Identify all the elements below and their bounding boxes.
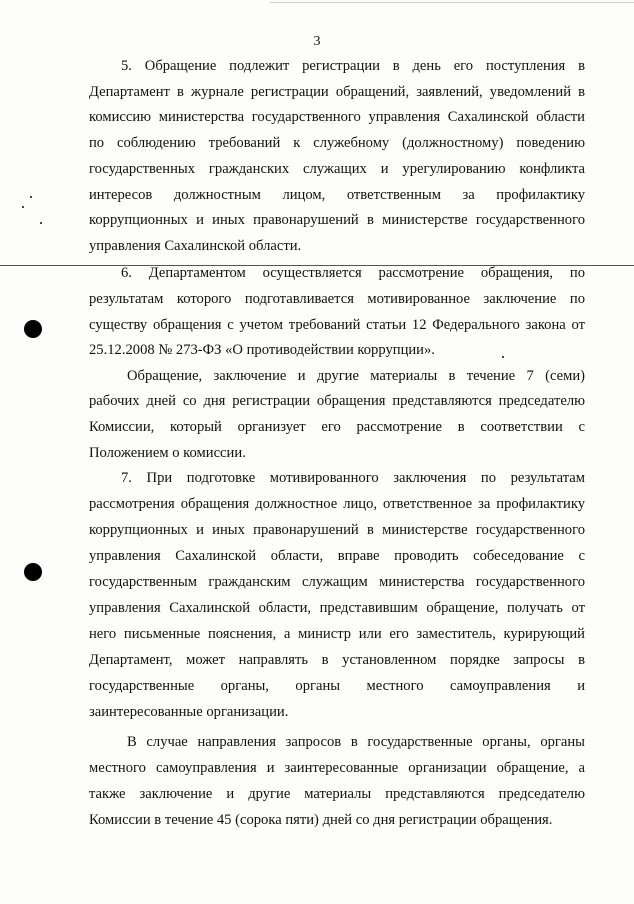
paragraph-6-line-4: 25.12.2008 № 273-ФЗ «О противодействии коррупции». xyxy=(89,342,435,358)
scan-speck xyxy=(502,356,504,358)
paragraph-5-line-7: коррупционных и иных правонарушений в министерстве государственного xyxy=(89,212,585,228)
paragraph-5-line-4: по соблюдению требований к служебному (должностному) поведению xyxy=(89,135,585,151)
paragraph-7-line-2: рассмотрения обращения должностное лицо, ответственное за профилактику xyxy=(89,496,585,512)
paragraph-7-line-9: государственные органы, органы местного самоуправления и xyxy=(89,678,585,694)
paragraph-6-line-2: результатам которого подготавливается мотивированное заключение по xyxy=(89,291,585,307)
paragraph-5-line-5: государственных гражданских служащих и урегулированию конфликта xyxy=(89,161,585,177)
paragraph-6-line-3: существу обращения с учетом требований статьи 12 Федерального закона от xyxy=(89,317,585,333)
paragraph-6b-line-3: Комиссии, который организует его рассмотрение в соответствии с xyxy=(89,419,585,435)
punch-hole-lower xyxy=(24,563,42,581)
scan-speck xyxy=(22,206,24,208)
scan-speck xyxy=(40,222,42,224)
paragraph-7b-line-2: местного самоуправления и заинтересованные организации обращение, а xyxy=(89,760,585,776)
paragraph-7-line-5: государственным гражданским служащим министерства государственного xyxy=(89,574,585,590)
paragraph-7-line-3: коррупционных и иных правонарушений в министерстве государственного xyxy=(89,522,585,538)
punch-hole-upper xyxy=(24,320,42,338)
paragraph-7b-line-3: также заключение и другие материалы представляются председателю xyxy=(89,786,585,802)
paragraph-7-line-10: заинтересованные организации. xyxy=(89,704,289,720)
paragraph-7b-line-1: В случае направления запросов в государственные органы, органы xyxy=(127,734,585,750)
paragraph-7-line-6: управления Сахалинской области, представившим обращение, получать от xyxy=(89,600,585,616)
paragraph-7-line-4: управления Сахалинской области, вправе проводить собеседование с xyxy=(89,548,585,564)
page-number: 3 xyxy=(313,34,321,49)
paragraph-6-line-1: 6. Департаментом осуществляется рассмотрение обращения, по xyxy=(121,265,585,281)
paragraph-5-line-8: управления Сахалинской области. xyxy=(89,238,302,254)
page-top-edge-line xyxy=(270,2,634,3)
paragraph-5-line-6: интересов должностным лицом, ответственным за профилактику xyxy=(89,187,585,203)
paragraph-7-line-8: Департамент, может направлять в установленном порядке запросы в xyxy=(89,652,585,668)
paragraph-6b-line-4: Положением о комиссии. xyxy=(89,445,246,461)
paragraph-6b-line-1: Обращение, заключение и другие материалы в течение 7 (семи) xyxy=(127,368,585,384)
paragraph-6b-line-2: рабочих дней со дня регистрации обращения представляются председателю xyxy=(89,393,585,409)
paragraph-7-line-1: 7. При подготовке мотивированного заключения по результатам xyxy=(121,470,585,486)
paragraph-7-line-7: него письменные пояснения, а министр или его заместитель, курирующий xyxy=(89,626,585,642)
scan-speck xyxy=(30,196,32,198)
paragraph-7b-line-4: Комиссии в течение 45 (сорока пяти) дней со дня регистрации обращения. xyxy=(89,812,553,828)
paragraph-5-line-2: Департамент в журнале регистрации обращений, заявлений, уведомлений в xyxy=(89,84,585,100)
paragraph-5-line-3: комиссию министерства государственного управления Сахалинской области xyxy=(89,109,585,125)
paragraph-5-line-1: 5. Обращение подлежит регистрации в день его поступления в xyxy=(121,58,585,74)
